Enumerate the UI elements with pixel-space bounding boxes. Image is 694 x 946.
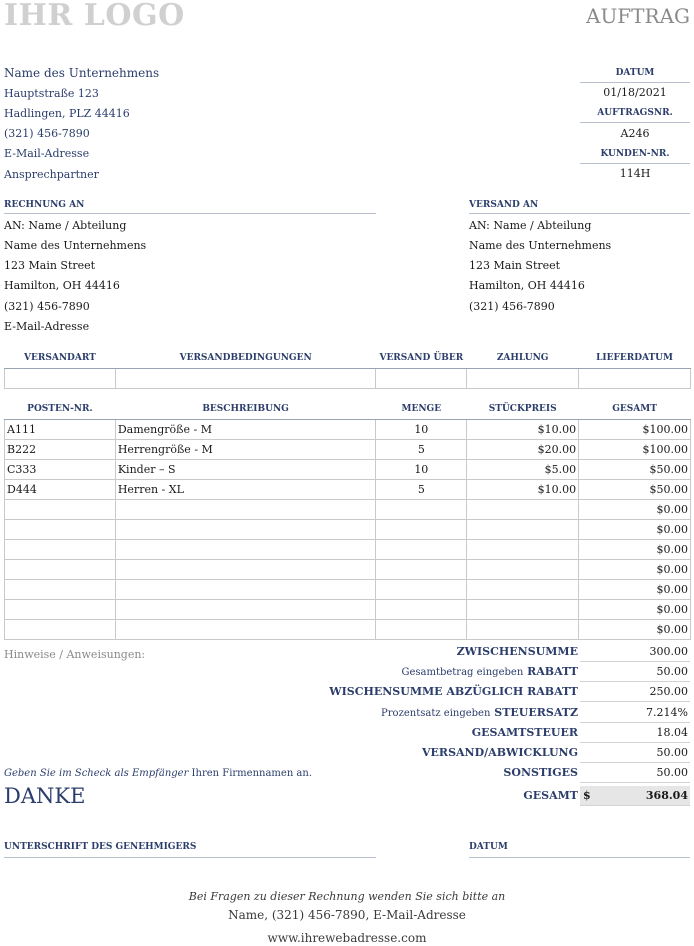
item-number-cell[interactable]	[5, 499, 116, 519]
item-number-header: POSTEN-NR.	[5, 399, 116, 419]
quantity-cell[interactable]: 10	[376, 419, 467, 439]
ship-to-line: Name des Unternehmens	[469, 239, 612, 252]
unit-price-cell[interactable]: $20.00	[467, 439, 579, 459]
table-row	[5, 599, 691, 619]
bill-to-line: Name des Unternehmens	[4, 239, 147, 252]
line-total-cell[interactable]: $100.00	[579, 419, 691, 439]
description-cell[interactable]: Herren - XL	[115, 479, 376, 499]
table-row	[5, 559, 691, 579]
company-city: Hadlingen, PLZ 44416	[4, 107, 130, 120]
tax-rate-label: STEUERSATZ	[494, 706, 578, 719]
cheque-note-italic: Geben Sie im Scheck als Empfänger	[4, 768, 189, 779]
line-total-cell[interactable]: $0.00	[579, 579, 691, 599]
date-value[interactable]: 01/18/2021	[603, 86, 667, 99]
item-number-cell[interactable]	[5, 579, 116, 599]
footer-contact: Name, (321) 456-7890, E-Mail-Adresse	[228, 908, 466, 922]
discount-row	[250, 662, 690, 682]
total-tax-label: GESAMTSTEUER	[471, 726, 578, 739]
shipping-table	[4, 348, 691, 389]
description-cell[interactable]: Herrengröße - M	[115, 439, 376, 459]
shipped-via-header: VERSAND ÜBER	[376, 348, 467, 368]
company-contact: Ansprechpartner	[4, 168, 99, 181]
grand-total-label: GESAMT	[523, 789, 578, 802]
unit-price-cell[interactable]	[467, 539, 579, 559]
cheque-note-normal: Ihren Firmennamen an.	[191, 768, 313, 779]
tax-rate-value[interactable]: 7.214%	[580, 703, 690, 723]
unit-price-cell[interactable]: $10.00	[467, 419, 579, 439]
delivery-date-header: LIEFERDATUM	[579, 348, 691, 368]
unit-price-cell[interactable]	[467, 579, 579, 599]
items-table	[4, 399, 691, 640]
subtotal-row	[250, 642, 690, 662]
delivery-date-cell[interactable]	[579, 368, 691, 388]
discount-hint: Gesamtbetrag eingeben	[401, 667, 524, 678]
line-total-cell[interactable]: $100.00	[579, 439, 691, 459]
payment-cell[interactable]	[467, 368, 579, 388]
unit-price-cell[interactable]	[467, 559, 579, 579]
bill-to-line: E-Mail-Adresse	[4, 320, 90, 333]
description-cell[interactable]	[115, 539, 376, 559]
shipping-method-cell[interactable]	[5, 368, 116, 388]
ship-to-label: VERSAND AN	[469, 200, 690, 214]
company-logo: IHR LOGO	[4, 0, 185, 33]
quantity-cell[interactable]: 5	[376, 479, 467, 499]
line-total-cell[interactable]: $0.00	[579, 619, 691, 639]
line-total-cell[interactable]: $0.00	[579, 519, 691, 539]
shipping-handling-label: VERSAND/ABWICKLUNG	[422, 746, 578, 759]
line-total-header: GESAMT	[579, 399, 691, 419]
company-email: E-Mail-Adresse	[4, 147, 90, 160]
quantity-cell[interactable]	[376, 619, 467, 639]
shipping-handling-value[interactable]: 50.00	[580, 743, 690, 763]
ship-to-line: Hamilton, OH 44416	[469, 279, 585, 292]
item-number-cell[interactable]: B222	[5, 439, 116, 459]
other-row	[250, 763, 690, 783]
description-cell[interactable]	[115, 499, 376, 519]
table-row	[5, 619, 691, 639]
description-cell[interactable]	[115, 619, 376, 639]
order-number-value[interactable]: A246	[620, 127, 650, 140]
shipping-method-header: VERSANDART	[5, 348, 116, 368]
unit-price-cell[interactable]: $10.00	[467, 479, 579, 499]
tax-rate-hint: Prozentsatz eingeben	[381, 708, 491, 719]
line-total-cell[interactable]: $50.00	[579, 479, 691, 499]
unit-price-cell[interactable]	[467, 599, 579, 619]
other-label: SONSTIGES	[503, 766, 578, 779]
item-number-cell[interactable]	[5, 559, 116, 579]
quantity-header: MENGE	[376, 399, 467, 419]
subtotal-label: ZWISCHENSUMME	[456, 645, 578, 658]
total-tax-value: 18.04	[580, 723, 690, 743]
footer-website[interactable]: www.ihrewebadresse.com	[267, 931, 427, 945]
shipping-terms-header: VERSANDBEDINGUNGEN	[115, 348, 376, 368]
date-label: DATUM	[580, 64, 690, 83]
bill-to-line: Hamilton, OH 44416	[4, 279, 120, 292]
quantity-cell[interactable]	[376, 559, 467, 579]
line-total-cell[interactable]: $0.00	[579, 499, 691, 519]
shipping-terms-cell[interactable]	[115, 368, 376, 388]
unit-price-cell[interactable]: $5.00	[467, 459, 579, 479]
customer-number-label: KUNDEN-NR.	[580, 145, 690, 164]
discount-label: RABATT	[527, 665, 578, 678]
description-cell[interactable]: Kinder – S	[115, 459, 376, 479]
grand-total-value-box	[580, 786, 690, 806]
unit-price-cell[interactable]	[467, 519, 579, 539]
signature-date-label: DATUM	[469, 842, 690, 858]
cheque-note	[4, 768, 312, 779]
unit-price-cell[interactable]	[467, 619, 579, 639]
bill-to-label: RECHNUNG AN	[4, 200, 376, 214]
description-cell[interactable]	[115, 579, 376, 599]
company-name: Name des Unternehmens	[4, 66, 160, 80]
description-cell[interactable]: Damengröße - M	[115, 419, 376, 439]
currency-symbol: $	[583, 789, 591, 802]
item-number-cell[interactable]	[5, 619, 116, 639]
tax-rate-row	[250, 703, 690, 723]
quantity-cell[interactable]	[376, 539, 467, 559]
bill-to-line: (321) 456-7890	[4, 300, 90, 313]
description-cell[interactable]	[115, 599, 376, 619]
line-total-cell[interactable]: $0.00	[579, 559, 691, 579]
total-tax-row	[250, 723, 690, 743]
discount-value[interactable]: 50.00	[580, 662, 690, 682]
line-total-cell[interactable]: $50.00	[579, 459, 691, 479]
table-row	[5, 539, 691, 559]
ship-to-line: 123 Main Street	[469, 259, 561, 272]
quantity-cell[interactable]	[376, 499, 467, 519]
unit-price-header: STÜCKPREIS	[467, 399, 579, 419]
table-row	[5, 499, 691, 519]
item-number-cell[interactable]	[5, 519, 116, 539]
grand-total-value: 368.04	[645, 789, 688, 802]
customer-number-value[interactable]: 114H	[619, 167, 651, 180]
quantity-cell[interactable]: 5	[376, 439, 467, 459]
table-row	[5, 579, 691, 599]
unit-price-cell[interactable]	[467, 499, 579, 519]
bill-to-line: 123 Main Street	[4, 259, 96, 272]
thanks-text: DANKE	[4, 784, 86, 808]
description-cell[interactable]	[115, 559, 376, 579]
item-number-cell[interactable]	[5, 539, 116, 559]
quantity-cell[interactable]	[376, 579, 467, 599]
item-number-cell[interactable]: A111	[5, 419, 116, 439]
subtotal-less-discount-value: 250.00	[580, 682, 690, 702]
ship-to-line: AN: Name / Abteilung	[469, 219, 592, 232]
table-row	[5, 479, 691, 499]
company-street: Hauptstraße 123	[4, 87, 99, 100]
subtotal-value: 300.00	[580, 642, 690, 662]
shipping-handling-row	[250, 743, 690, 763]
line-total-cell[interactable]: $0.00	[579, 599, 691, 619]
table-row	[5, 519, 691, 539]
description-cell[interactable]	[115, 519, 376, 539]
bill-to-line: AN: Name / Abteilung	[4, 219, 127, 232]
subtotal-less-discount-row	[250, 682, 690, 702]
grand-total-row	[250, 786, 690, 806]
approver-signature-label: UNTERSCHRIFT DES GENEHMIGERS	[4, 842, 376, 858]
notes-label: Hinweise / Anweisungen:	[4, 648, 146, 661]
quantity-cell[interactable]	[376, 599, 467, 619]
table-row	[5, 439, 691, 459]
company-phone: (321) 456-7890	[4, 127, 90, 140]
ship-to-line: (321) 456-7890	[469, 300, 555, 313]
subtotal-less-discount-label: WISCHENSUMME ABZÜGLICH RABATT	[329, 685, 578, 698]
quantity-cell[interactable]	[376, 519, 467, 539]
shipped-via-cell[interactable]	[376, 368, 467, 388]
order-number-label: AUFTRAGSNR.	[580, 104, 690, 123]
footer-question: Bei Fragen zu dieser Rechnung wenden Sie sich bitte an	[188, 890, 506, 903]
description-header: BESCHREIBUNG	[115, 399, 376, 419]
table-row	[5, 419, 691, 439]
table-row	[5, 459, 691, 479]
other-value[interactable]: 50.00	[580, 763, 690, 783]
quantity-cell[interactable]: 10	[376, 459, 467, 479]
document-title: AUFTRAG	[586, 4, 690, 28]
line-total-cell[interactable]: $0.00	[579, 539, 691, 559]
item-number-cell[interactable]: D444	[5, 479, 116, 499]
item-number-cell[interactable]: C333	[5, 459, 116, 479]
item-number-cell[interactable]	[5, 599, 116, 619]
payment-header: ZAHLUNG	[467, 348, 579, 368]
